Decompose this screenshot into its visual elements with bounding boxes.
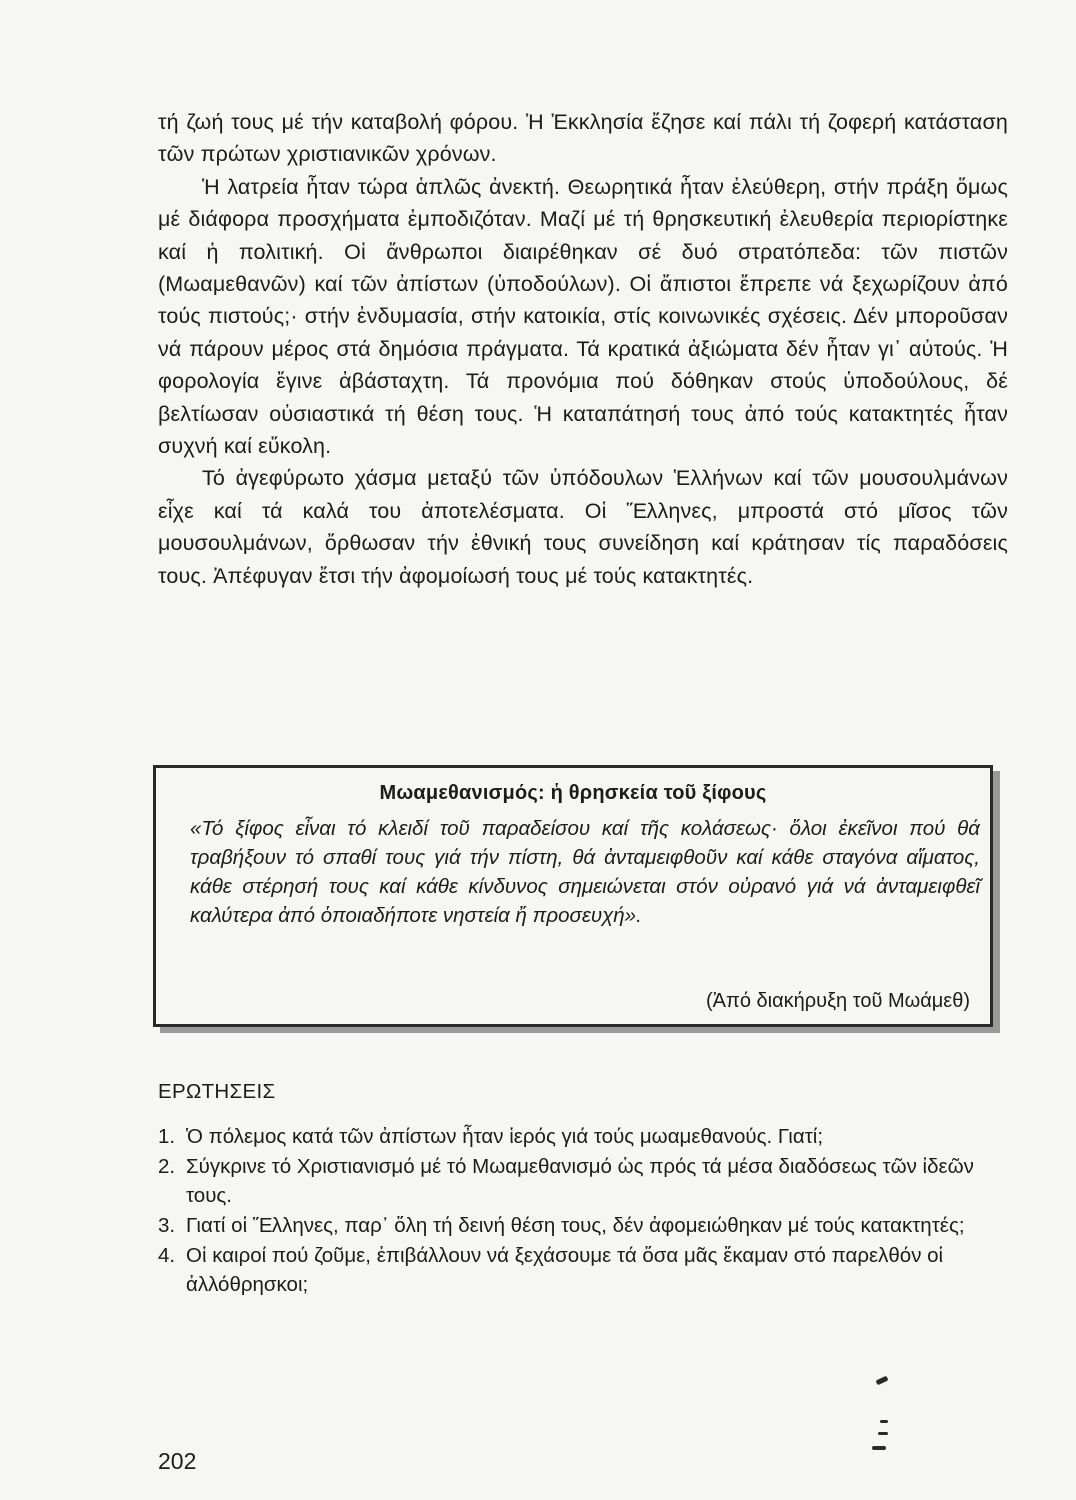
- question-item: [158, 1241, 1006, 1299]
- question-number: 2.: [158, 1155, 176, 1178]
- question-text: Γιατί οἱ Ἕλληνες, παρ᾽ ὅλη τή δεινή θέση τους, δέν ἀφομειώθηκαν μέ τούς κατακτητές;: [186, 1214, 965, 1237]
- ink-mark: [878, 1432, 888, 1435]
- paragraph: Τό ἀγεφύρωτο χάσμα μεταξύ τῶν ὑπόδουλων Ἑλλήνων καί τῶν μουσουλμάνων εἶχε καί τά καλά του ἀποτελέσματα. Οἱ Ἕλληνες, μπροστά στό μῖσος τῶν μουσουλμάνων, ὄρθωσαν τήν ἐθνική τους συνείδηση καί κράτησαν τίς παραδόσεις τους. Ἀπέφυγαν ἔτσι τήν ἀφομοίωσή τους μέ τούς κατακτητές.: [158, 466, 1008, 588]
- ink-mark: [880, 1420, 888, 1423]
- question-item: [158, 1122, 1006, 1151]
- ink-mark: [876, 1376, 889, 1386]
- ink-mark: [872, 1446, 886, 1450]
- paragraph: τή ζωή τους μέ τήν καταβολή φόρου. Ἡ Ἐκκλησία ἔζησε καί πάλι τή ζοφερή κατάσταση τῶν πρώτων χριστιανικῶν χρόνων.: [158, 110, 1008, 167]
- question-number: 3.: [158, 1214, 176, 1237]
- questions-list: [158, 1122, 1006, 1300]
- questions-heading: ΕΡΩΤΗΣΕΙΣ: [158, 1080, 276, 1103]
- box-title: Μωαμεθανισμός: ἡ θρησκεία τοῦ ξίφους: [379, 782, 767, 804]
- body-text: [158, 106, 1008, 592]
- question-text: Ὁ πόλεμος κατά τῶν ἀπίστων ἦταν ἱερός γιά τούς μωαμεθανούς. Γιατί;: [186, 1125, 824, 1148]
- quote-box: [153, 765, 993, 1027]
- box-quote: «Τό ξίφος εἶναι τό κλειδί τοῦ παραδείσου καί τῆς κολάσεως· ὅλοι ἐκεῖνοι πού θά τραβήξουν τό σπαθί τους γιά τήν πίστη, θά ἀνταμειφθοῦν καί κάθε σταγόνα αἵματος, κάθε στέρησή τους καί κάθε κίνδυνος σημειώνεται στόν οὐρανό γιά νά ἀνταμειφθεῖ καλύτερα ἀπό ὁποιαδήποτε νηστεία ἤ προσευχή».: [190, 817, 980, 927]
- paragraph: Ἡ λατρεία ἦταν τώρα ἁπλῶς ἀνεκτή. Θεωρητικά ἦταν ἐλεύθερη, στήν πράξη ὅμως μέ διάφορα προσχήματα ἐμποδιζόταν. Μαζί μέ τή θρησκευτική ἐλευθερία περιορίστηκε καί ἡ πολιτική. Οἱ ἄνθρωποι διαιρέθηκαν σέ δυό στρατόπεδα: τῶν πιστῶν (Μωαμεθανῶν) καί τῶν ἀπίστων (ὑποδούλων). Οἱ ἄπιστοι ἔπρεπε νά ξεχωρίζουν ἀπό τούς πιστούς;· στήν ἐνδυμασία, στήν κατοικία, στίς κοινωνικές σχέσεις. Δέν μποροῦσαν νά πάρουν μέρος στά δημόσια πράγματα. Τά κρατικά ἀξιώματα δέν ἦταν γι᾽ αὐτούς. Ἡ φορολογία ἔγινε ἀβάσταχτη. Τά προνόμια πού δόθηκαν στούς ὑποδούλους, δέ βελτίωσαν οὐσιαστικά τή θέση τους. Ἡ καταπάτησή τους ἀπό τούς κατακτητές ἦταν συχνή καί εὔκολη.: [158, 174, 1008, 459]
- question-item: [158, 1211, 1006, 1240]
- question-number: 4.: [158, 1244, 176, 1267]
- question-number: 1.: [158, 1125, 176, 1148]
- page-number: 202: [158, 1448, 197, 1474]
- question-text: Σύγκρινε τό Χριστιανισμό μέ τό Μωαμεθανισμό ὡς πρός τά μέσα διαδόσεως τῶν ἰδεῶν τους.: [186, 1155, 974, 1207]
- box-source: (Ἀπό διακήρυξη τοῦ Μωάμεθ): [706, 990, 970, 1012]
- question-item: [158, 1152, 1006, 1210]
- question-text: Οἱ καιροί πού ζοῦμε, ἐπιβάλλουν νά ξεχάσουμε τά ὅσα μᾶς ἔκαμαν στό παρελθόν οἱ ἀλλόθρησκοι;: [186, 1244, 944, 1296]
